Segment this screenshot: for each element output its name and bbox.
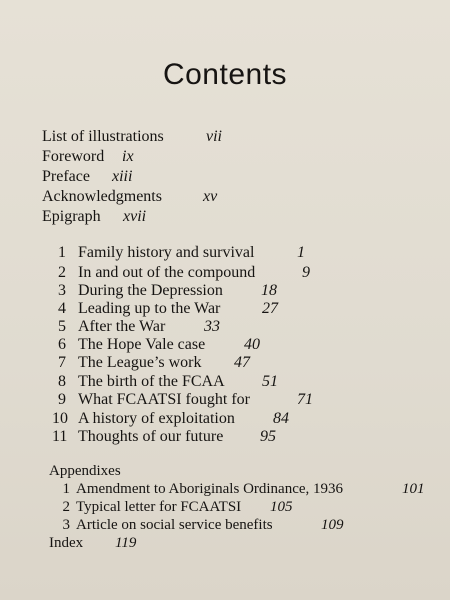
appendix-title: Article on social service benefits [76, 517, 273, 533]
chapter-page: 9 [302, 264, 310, 281]
index-label: Index [49, 535, 84, 551]
front-matter-label: Epigraph [42, 208, 101, 225]
appendix-page: 101 [402, 481, 425, 497]
chapter-title: Thoughts of our future [78, 428, 224, 445]
chapter-title: In and out of the compound [78, 264, 256, 281]
chapter-number: 9 [58, 391, 66, 408]
chapter-title: Family history and survival [78, 244, 255, 261]
chapter-page: 51 [262, 373, 278, 390]
chapter-title: The Hope Vale case [78, 336, 206, 353]
chapter-page: 27 [262, 300, 278, 317]
chapter-number: 10 [52, 410, 68, 427]
chapter-page: 18 [261, 282, 277, 299]
appendix-number: 1 [62, 481, 70, 497]
front-matter-label: Acknowledgments [42, 188, 162, 205]
front-matter-label: Preface [42, 168, 90, 185]
chapter-number: 8 [58, 373, 66, 390]
front-matter-page: xiii [112, 168, 133, 185]
chapter-page: 47 [234, 354, 250, 371]
chapter-number: 6 [58, 336, 66, 353]
front-matter-page: ix [122, 148, 134, 165]
front-matter-label: List of illustrations [42, 128, 164, 145]
appendix-page: 105 [270, 499, 293, 515]
page-title: Contents [162, 58, 288, 91]
chapter-title: After the War [78, 318, 166, 335]
chapter-title: Leading up to the War [78, 300, 221, 317]
front-matter-page: vii [206, 128, 222, 145]
chapter-number: 4 [58, 300, 66, 317]
chapter-title: What FCAATSI fought for [78, 391, 250, 408]
chapter-page: 33 [204, 318, 220, 335]
chapter-number: 11 [52, 428, 68, 445]
front-matter-page: xvii [123, 208, 147, 225]
chapter-number: 5 [58, 318, 66, 335]
appendix-title: Typical letter for FCAATSI [76, 499, 242, 515]
chapter-number: 3 [58, 282, 66, 299]
chapter-title: A history of exploitation [78, 410, 235, 427]
chapter-title: The birth of the FCAA [78, 373, 225, 390]
chapter-page: 1 [297, 244, 305, 261]
appendix-page: 109 [321, 517, 344, 533]
chapter-number: 7 [58, 354, 66, 371]
show-through-text [150, 12, 157, 42]
chapter-page: 40 [244, 336, 260, 353]
appendix-number: 3 [62, 517, 70, 533]
chapter-number: 1 [58, 244, 66, 261]
front-matter-label: Foreword [42, 148, 105, 165]
chapter-page: 84 [273, 410, 289, 427]
index-page: 119 [115, 535, 137, 551]
chapter-title: During the Depression [78, 282, 223, 299]
appendix-number: 2 [62, 499, 70, 515]
appendixes-heading: Appendixes [49, 463, 121, 479]
chapter-title: The League’s work [78, 354, 202, 371]
appendix-title: Amendment to Aboriginals Ordinance, 1936 [76, 481, 344, 497]
chapter-page: 95 [260, 428, 276, 445]
chapter-page: 71 [297, 391, 313, 408]
front-matter-page: xv [203, 188, 218, 205]
chapter-number: 2 [58, 264, 66, 281]
